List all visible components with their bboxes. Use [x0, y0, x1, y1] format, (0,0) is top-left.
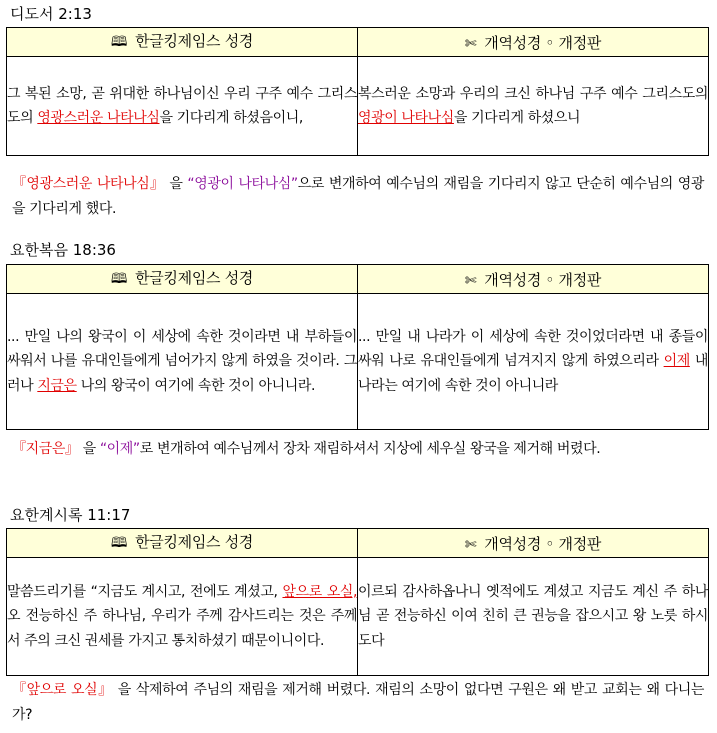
revised-header-label: 개역성경 ◦ 개정판: [484, 33, 602, 52]
note-text: 으로 변개하여 예수님의 재림을 기다리지 않고 단순히 예수님의 영광을 기다리게 했다.: [12, 176, 704, 217]
verse-text-part: 을 기다리게 하셨으니: [453, 110, 581, 126]
comparison-table: [6, 264, 709, 430]
verse-text-part: 나의 왕국이 여기에 속한 것이 아니니라.: [76, 377, 316, 394]
verse-text-part: 그 복된 소망, 곧 위대한 하나님이신 우리 구주 예수 그리스도의: [7, 85, 357, 126]
note-text: 로 변개하여 예수님께서 장차 재림하셔서 지상에 세우실 왕국을 제거해 버렸다.: [139, 441, 601, 457]
quoted-kjv-phrase: 『영광스러운 나타나심』: [12, 176, 165, 192]
revised-header: [358, 265, 709, 294]
verse-text-part: ... 만일 내 나라가 이 세상에 속한 것이었더라면 내 종들이 싸워 나로 유대인들에게 넘겨지지 않게 하였으리라: [358, 328, 708, 370]
commentary-note: [12, 172, 704, 222]
verse-text-part: 을 기다리게 하셨음이니,: [159, 110, 303, 126]
scissors-icon: ✄: [464, 272, 477, 289]
comparison-table: [6, 528, 709, 676]
kjv-verse-text: [7, 294, 358, 430]
quoted-revised-phrase: “영광이 나타나심”: [187, 176, 298, 192]
open-book-icon: 🕮: [110, 33, 128, 50]
kjv-header: [7, 529, 358, 558]
kjv-header: [7, 28, 358, 57]
verse-reference: 요한복음 18:36: [10, 241, 116, 259]
open-book-icon: 🕮: [110, 270, 128, 287]
note-text: 을 삭제하여 주님의 재림을 제거해 버렸다. 재림의 소망이 없다면 구원은 왜 받고 교회는 왜 다니는가?: [12, 682, 704, 723]
verse-text-part: 이르되 감사하옵나니 옛적에도 계셨고 지금도 계신 주 하나님 곧 전능하신 이여 친히 큰 권능을 잡으시고 왕 노릇 하시도다: [358, 583, 708, 649]
kjv-header-label: 한글킹제임스 성경: [135, 268, 254, 287]
kjv-verse-text: [7, 558, 358, 676]
verse-text-part: 말씀드리기를 “지금도 계시고, 전에도 계셨고,: [7, 583, 283, 600]
verse-text-part: 오 전능하신 주 하나님, 우리가 주께 감사드리는 것은 주께서 주의 크신 권세를 가지고 통치하셨기 때문이니이다.: [7, 608, 357, 649]
highlighted-phrase: 앞으로 오실,: [282, 583, 357, 600]
note-text: 을: [164, 176, 188, 192]
highlighted-phrase: 영광스러운 나타나심: [37, 110, 160, 126]
revised-header-label: 개역성경 ◦ 개정판: [484, 534, 602, 553]
highlighted-phrase: 영광이 나타나심: [358, 110, 454, 126]
scissors-icon: ✄: [464, 536, 477, 553]
verse-reference: 디도서 2:13: [10, 5, 92, 23]
revised-header: [358, 28, 709, 57]
scissors-icon: ✄: [464, 35, 477, 52]
verse-text-part: 내 나라는 여기에 속한 것이 아니니라: [358, 353, 708, 394]
kjv-header-label: 한글킹제임스 성경: [135, 31, 254, 50]
verse-reference: 요한계시록 11:17: [10, 506, 131, 524]
commentary-note: [12, 678, 704, 728]
kjv-header: [7, 265, 358, 294]
revised-verse-text: [358, 57, 709, 156]
quoted-revised-phrase: “이제”: [99, 441, 140, 457]
kjv-header-label: 한글킹제임스 성경: [135, 532, 254, 551]
revised-header: [358, 529, 709, 558]
quoted-kjv-phrase: 『앞으로 오실』: [12, 682, 113, 698]
kjv-verse-text: [7, 57, 358, 156]
note-text: 을: [78, 441, 100, 457]
revised-verse-text: [358, 558, 709, 676]
verse-text-part: 복스러운 소망과 우리의 크신 하나님 구주 예수 그리스도의: [358, 85, 708, 102]
revised-header-label: 개역성경 ◦ 개정판: [484, 270, 602, 289]
highlighted-phrase: 지금은: [37, 377, 77, 394]
comparison-table: [6, 27, 709, 156]
verse-text-part: ... 만일 나의 왕국이 이 세상에 속한 것이라면 내 부하들이 싸워서 나를 유대인들에게 넘어가지 않게 하였을 것이라. 그러나: [7, 328, 357, 394]
revised-verse-text: [358, 294, 709, 430]
highlighted-phrase: 이제: [663, 353, 690, 370]
quoted-kjv-phrase: 『지금은』: [12, 441, 79, 457]
open-book-icon: 🕮: [110, 534, 128, 551]
commentary-note: [12, 437, 704, 462]
